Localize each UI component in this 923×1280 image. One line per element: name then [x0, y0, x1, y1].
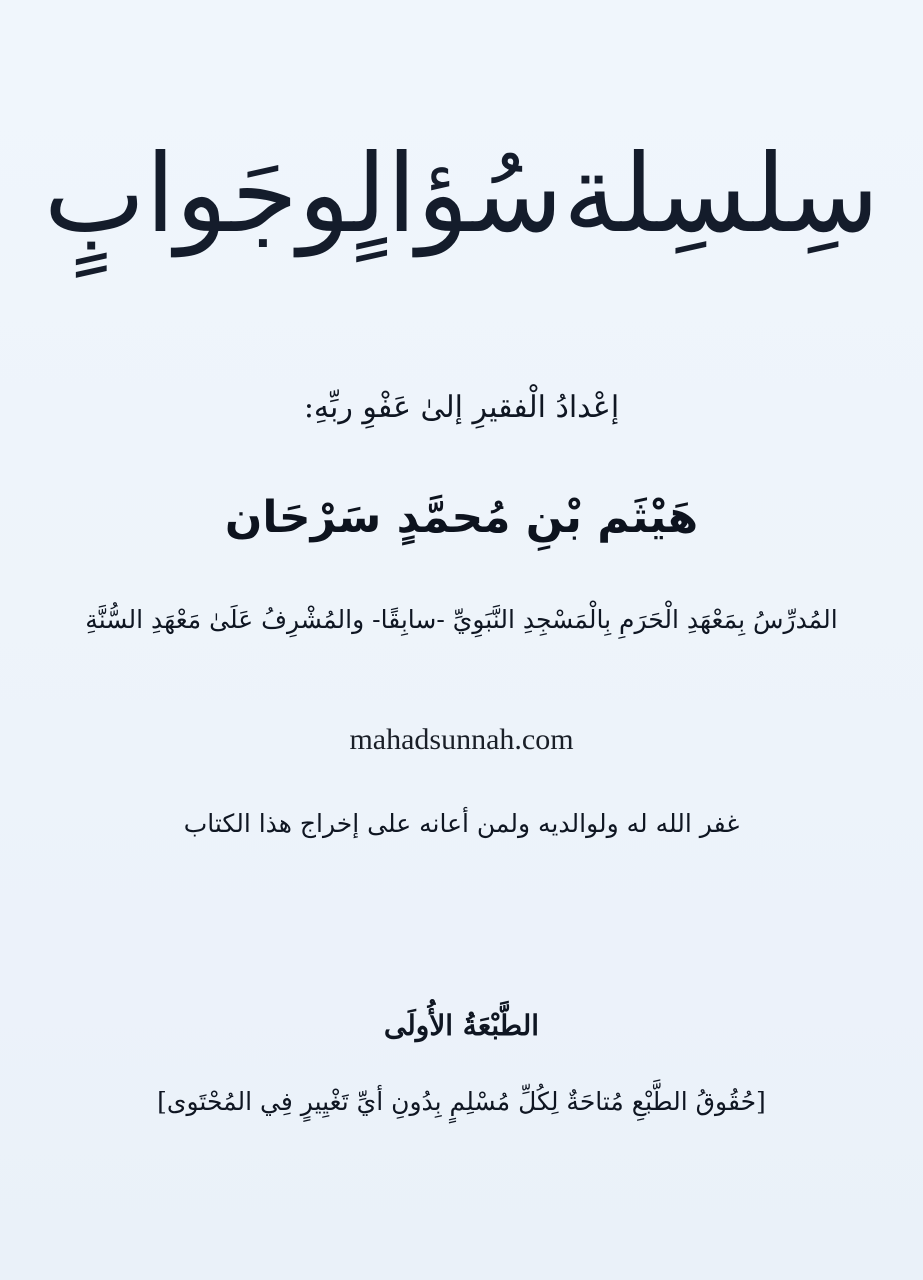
author-role: المُدرِّسُ بِمَعْهَدِ الْحَرَمِ بِالْمَسْجِدِ النَّبَوِيِّ -سابِقًا- والمُشْرِفُ عَلَىٰ مَعْهَدِ السُّنَّةِ — [85, 605, 838, 634]
edition-label: الطَّبْعَةُ الأُولَى — [383, 1009, 540, 1042]
author-name: هَيْثَم بْنِ مُحمَّدٍ سَرْحَان — [224, 492, 699, 543]
supplication-text: غفر الله له ولوالديه ولمن أعانه على إخراج هذا الكتاب — [183, 809, 740, 838]
website-link: mahadsunnah.com — [349, 723, 574, 756]
print-rights-note: [حُقُوقُ الطَّبْعِ مُتاحَةٌ لِكُلِّ مُسْلِمٍ بِدُونِ أيِّ تَغْيِيرٍ فِي المُحْتَوى] — [157, 1087, 766, 1116]
prepared-by-label: إعْدادُ الْفقيرِ إلىٰ عَفْوِ ربِّهِ: — [303, 390, 620, 425]
book-title: سِلسِلةسُؤالٍوجَوابٍ — [43, 132, 880, 257]
